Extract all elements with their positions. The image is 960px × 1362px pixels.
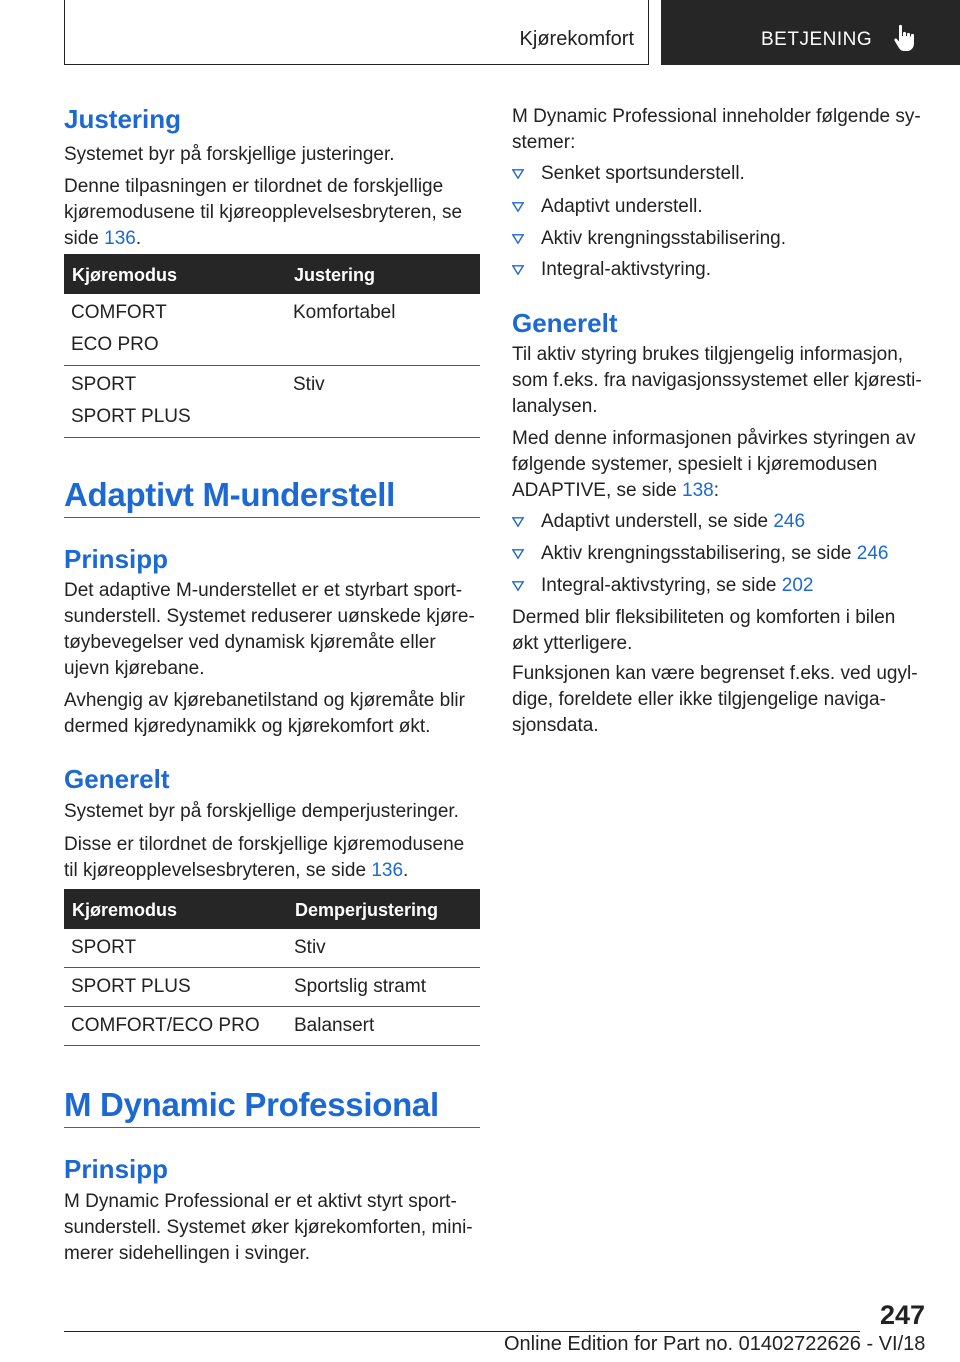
triangle-bullet-icon — [512, 202, 524, 212]
pointing-hand-icon — [893, 24, 919, 52]
heading-rule — [64, 517, 480, 518]
triangle-bullet-icon — [512, 265, 524, 275]
mdp-prinsipp-paragraph: M Dynamic Professional er et aktivt styrt sport- sunderstell. Systemet øker kjørekomforten, mini- merer sidehellingen i svinger. — [64, 1191, 473, 1264]
header-section-title: Kjørekomfort — [519, 28, 634, 50]
table-header-mode: Kjøremodus — [72, 900, 178, 920]
header-section-box — [64, 0, 649, 65]
right-generelt-paragraph-2: Med denne informasjonen påvirkes styringen av følgende systemer, spesielt i kjøremodusen ADAPTIVE, se side 138: — [512, 428, 916, 501]
justering-heading: Justering — [64, 104, 182, 134]
table-row: SPORT SPORT PLUS Stiv — [64, 366, 480, 438]
table-header — [64, 254, 480, 294]
heading-rule — [64, 1127, 480, 1128]
prinsipp-paragraph-2: Avhengig av kjørebanetilstand og kjøremåte blir dermed kjøredynamikk og kjørekomfort økt. — [64, 690, 465, 737]
generelt-paragraph-1: Systemet byr på forskjellige demperjusteringer. — [64, 801, 459, 822]
right-paragraph-3: Dermed blir fleksibiliteten og komforten i bilen økt ytterligere. — [512, 607, 896, 654]
table-header-mode: Kjøremodus — [72, 265, 178, 285]
page-link-136[interactable]: 136 — [371, 860, 404, 881]
page-link-138[interactable]: 138 — [682, 480, 714, 501]
prinsipp-heading: Prinsipp — [64, 544, 169, 574]
right-generelt-heading: Generelt — [512, 308, 618, 338]
footer-rule — [64, 1331, 860, 1332]
footer-edition: Online Edition for Part no. 01402722626 - VI/18 — [504, 1333, 926, 1355]
table-header-value: Justering — [294, 265, 376, 285]
page-number: 247 — [880, 1300, 926, 1330]
mdp-prinsipp-heading: Prinsipp — [64, 1154, 169, 1184]
generelt-paragraph-2: Disse er tilordnet de forskjellige kjøremodusene til kjøreopplevelsesbryteren, se side 136. — [64, 834, 465, 881]
table-header — [64, 889, 480, 929]
table-row: COMFORT/ECO PRO Balansert — [64, 1007, 480, 1046]
justering-table — [64, 254, 480, 438]
table-header-value: Demperjustering — [295, 900, 439, 920]
page-link-202[interactable]: 202 — [781, 575, 814, 596]
justering-paragraph-2: Denne tilpasningen er tilordnet de forskjellige kjøremodusene til kjøreopplevelsesbryteren, se side 136. — [64, 176, 463, 249]
table-row: SPORT PLUS Sportslig stramt — [64, 968, 480, 1007]
triangle-bullet-icon — [512, 581, 524, 591]
page-link-136[interactable]: 136 — [104, 228, 136, 249]
triangle-bullet-icon — [512, 549, 524, 559]
mdp-heading: M Dynamic Professional — [64, 1086, 439, 1123]
right-paragraph-4: Funksjonen kan være begrenset f.eks. ved ugyl- dige, foreldete eller ikke tilgjengelige naviga- sjonsdata. — [512, 663, 918, 736]
page-link-246[interactable]: 246 — [773, 511, 806, 532]
demperjustering-table — [64, 889, 480, 1046]
header-chapter-title: BETJENING — [761, 29, 873, 50]
prinsipp-paragraph-1: Det adaptive M-understellet er et styrbart sport- sunderstell. Systemet reduserer uønskede kjøre- tøybevegelser ved dynamisk kjøremåte eller ujevn kjørebane. — [64, 580, 475, 679]
triangle-bullet-icon — [512, 234, 524, 244]
table-row: SPORT Stiv — [64, 929, 480, 968]
right-generelt-paragraph-1: Til aktiv styring brukes tilgjengelig informasjon, som f.eks. fra navigasjonssystemet eller kjøresti- lanalysen. — [512, 344, 922, 417]
page-link-246[interactable]: 246 — [856, 543, 889, 564]
header-chapter-box — [661, 0, 960, 65]
triangle-bullet-icon — [512, 517, 524, 527]
generelt-heading: Generelt — [64, 764, 170, 794]
adaptivt-heading: Adaptivt M-understell — [64, 476, 396, 513]
justering-paragraph-1: Systemet byr på forskjellige justeringer. — [64, 144, 395, 165]
table-row: COMFORT ECO PRO Komfortabel — [64, 294, 480, 366]
triangle-bullet-icon — [512, 169, 524, 179]
mdp-intro-paragraph: M Dynamic Professional inneholder følgende sy- stemer: — [512, 106, 921, 153]
